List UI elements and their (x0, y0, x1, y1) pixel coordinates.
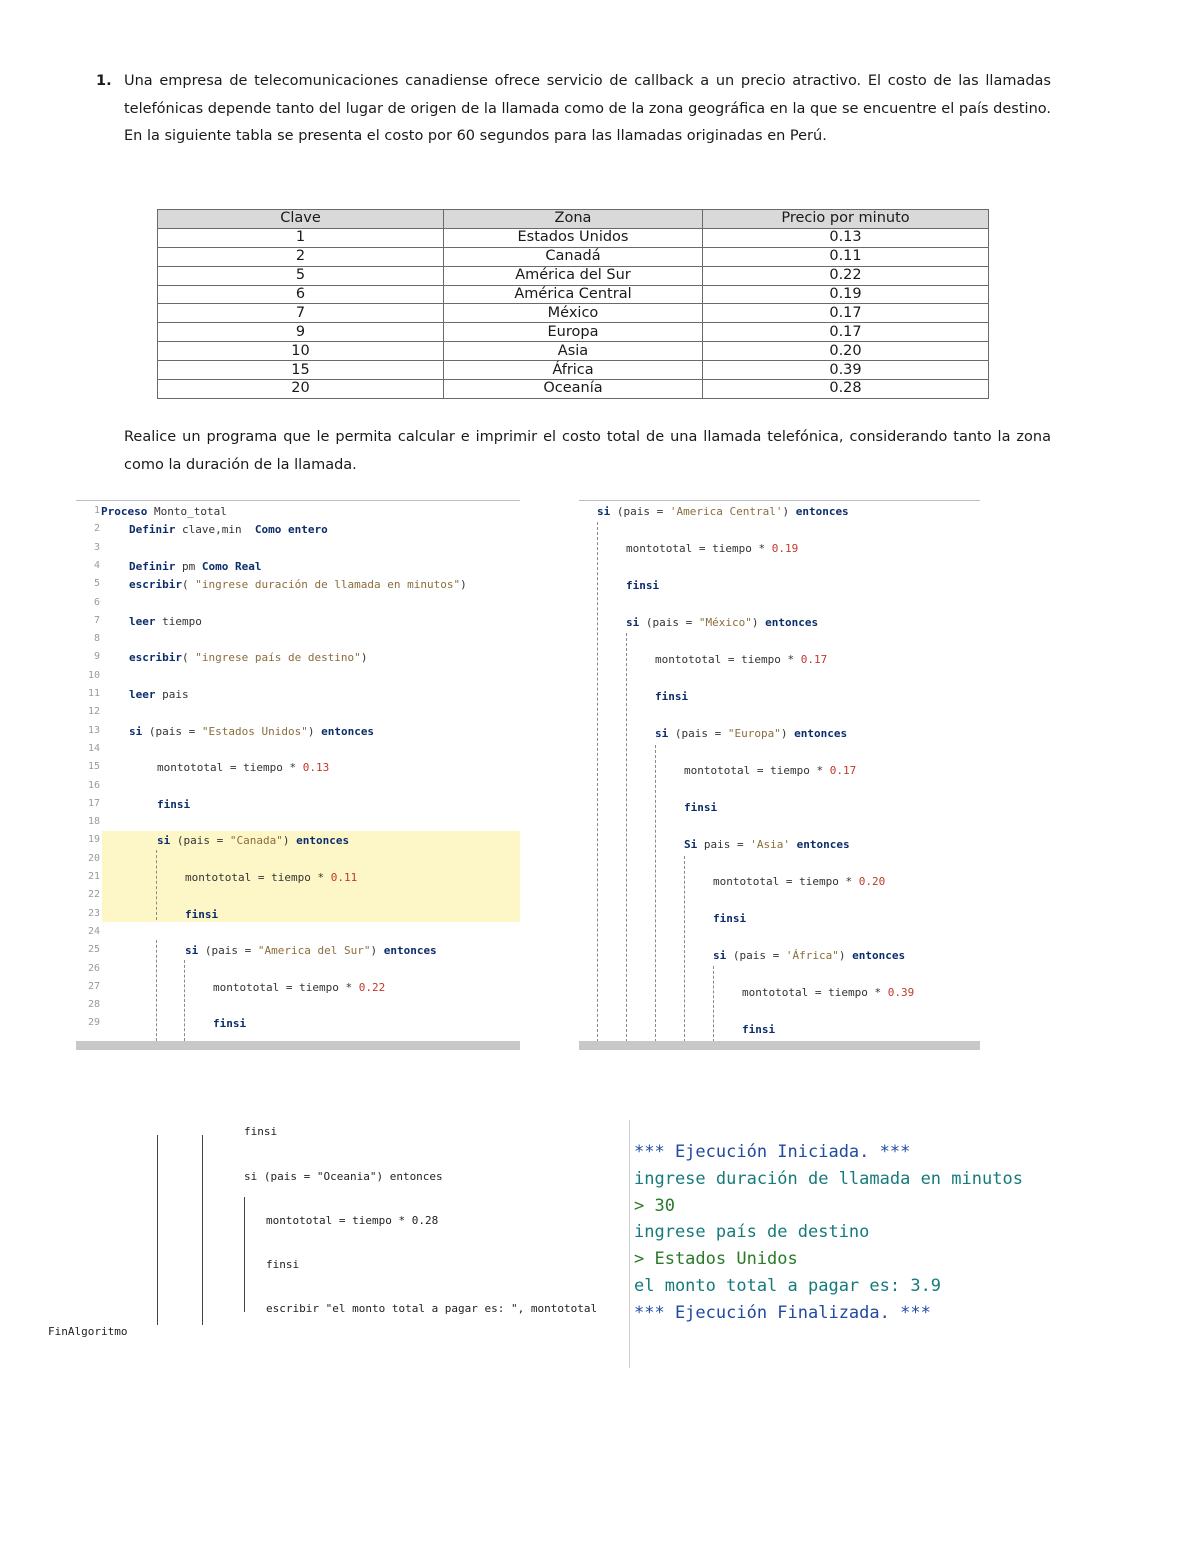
cell-clave: 20 (158, 380, 444, 399)
code-line: montototal = tiempo * 0.11 (185, 871, 358, 884)
code-line: escribir( "ingrese duración de llamada en minutos") (129, 578, 467, 592)
console-line: *** Ejecución Finalizada. *** (634, 1302, 931, 1323)
table-row (158, 380, 989, 399)
cell-zona: México (444, 304, 703, 323)
cell-zona: Estados Unidos (444, 228, 703, 247)
line-number: 24 (87, 925, 100, 937)
code-line: si (pais = "Oceania") entonces (244, 1170, 443, 1183)
line-number: 16 (87, 779, 100, 791)
line-number: 4 (93, 559, 100, 571)
cell-precio: 0.13 (703, 228, 989, 247)
code-line: leer tiempo (129, 614, 202, 628)
console-line: ingrese duración de llamada en minutos (634, 1168, 1023, 1189)
code-line: montototal = tiempo * 0.13 (157, 761, 330, 775)
code-line: si (pais = "America del Sur") entonces (185, 944, 437, 958)
code-line: si (pais = "México") entonces (626, 616, 819, 629)
code-line: montototal = tiempo * 0.17 (655, 653, 828, 666)
cell-zona: Canadá (444, 247, 703, 266)
problem-text: Una empresa de telecomunicaciones canadiense ofrece servicio de callback a un precio atractivo. El costo de las llamadas telefónicas depende tanto del lugar de origen de la llamada como de la zona geográfica en la que se encuentre el país destino. En la siguiente tabla se presenta el costo por 60 segundos para las llamadas originadas en Perú. (124, 73, 1051, 144)
cell-clave: 2 (158, 247, 444, 266)
line-number: 26 (87, 962, 100, 974)
code-line: montototal = tiempo * 0.22 (213, 980, 386, 994)
code-snippet-bottom (0, 1115, 600, 1345)
header-zona: Zona (444, 210, 703, 229)
code-line: si (pais = 'America Central') entonces (597, 505, 849, 518)
code-line: Proceso Monto_total (101, 505, 227, 518)
code-line: leer pais (129, 688, 189, 701)
cell-zona: América Central (444, 285, 703, 304)
line-number: 21 (87, 871, 100, 882)
table-row (158, 266, 989, 285)
console-line: el monto total a pagar es: 3.9 (634, 1276, 942, 1296)
line-number: 19 (87, 834, 100, 846)
code-line: Si pais = 'Asia' entonces (684, 838, 850, 851)
line-number: 2 (93, 523, 100, 535)
code-line: escribir "el monto total a pagar es: ", montototal (266, 1302, 598, 1315)
line-number: 29 (87, 1017, 100, 1029)
code-line: finsi (655, 690, 689, 703)
line-number: 22 (87, 889, 100, 901)
code-line: finsi (684, 801, 718, 814)
code-line: montototal = tiempo * 0.28 (266, 1214, 439, 1227)
code-editor-right (579, 500, 980, 1050)
line-number: 18 (87, 816, 100, 828)
header-clave: Clave (158, 210, 444, 229)
line-number: 1 (93, 505, 100, 516)
line-number: 9 (93, 651, 100, 663)
price-table (157, 209, 989, 399)
line-number: 15 (87, 761, 100, 773)
code-line: finsi (157, 797, 191, 811)
line-number: 5 (93, 578, 100, 590)
line-number: 25 (87, 944, 100, 956)
code-line: Definir clave,min Como entero (129, 523, 328, 537)
cell-clave: 15 (158, 361, 444, 380)
cell-clave: 1 (158, 228, 444, 247)
table-header-row (158, 210, 989, 229)
code-line: finsi (626, 579, 660, 592)
code-line: si (pais = "Canada") entonces (157, 834, 350, 848)
line-number: 27 (87, 980, 100, 992)
problem-number: 1. (96, 73, 112, 89)
console-line: > Estados Unidos (634, 1249, 798, 1270)
scrollbar[interactable] (76, 1041, 520, 1050)
table-row (158, 228, 989, 247)
line-number: 3 (93, 541, 100, 553)
table-row (158, 247, 989, 266)
line-number: 8 (93, 633, 100, 645)
code-line: finsi (213, 1017, 247, 1031)
cell-zona: Asia (444, 342, 703, 361)
header-precio: Precio por minuto (703, 210, 989, 229)
code-line: Definir pm Como Real (129, 559, 262, 573)
code-line: montototal = tiempo * 0.17 (684, 764, 857, 777)
cell-precio: 0.39 (703, 361, 989, 380)
cell-zona: América del Sur (444, 266, 703, 285)
code-line: finsi (266, 1258, 300, 1271)
table-row (158, 323, 989, 342)
code-line: montototal = tiempo * 0.19 (626, 542, 799, 555)
console-line: *** Ejecución Iniciada. *** (634, 1142, 911, 1162)
code-editor-left (76, 500, 520, 1050)
code-line: si (pais = "Estados Unidos") entonces (129, 724, 375, 738)
line-number: 23 (87, 907, 100, 919)
console-line: ingrese país de destino (634, 1222, 870, 1243)
table-row (158, 342, 989, 361)
cell-zona: Europa (444, 323, 703, 342)
table-row (158, 361, 989, 380)
code-line: montototal = tiempo * 0.20 (713, 875, 886, 888)
code-line: finsi (742, 1023, 776, 1036)
line-number: 12 (87, 706, 100, 718)
code-line: finsi (713, 912, 747, 925)
table-row (158, 285, 989, 304)
cell-precio: 0.11 (703, 247, 989, 266)
line-number: 10 (87, 669, 100, 681)
code-line: finsi (185, 907, 219, 921)
line-number: 28 (87, 999, 100, 1011)
cell-precio: 0.17 (703, 304, 989, 323)
cell-precio: 0.20 (703, 342, 989, 361)
cell-precio: 0.28 (703, 380, 989, 399)
cell-precio: 0.22 (703, 266, 989, 285)
line-number: 14 (87, 742, 100, 754)
cell-clave: 5 (158, 266, 444, 285)
line-number: 11 (87, 688, 100, 699)
code-line: montototal = tiempo * 0.39 (742, 986, 915, 999)
code-line: si (pais = "Europa") entonces (655, 727, 848, 740)
line-number: 20 (87, 852, 100, 864)
cell-zona: África (444, 361, 703, 380)
cell-precio: 0.17 (703, 323, 989, 342)
problem-instruction: Realice un programa que le permita calcular e imprimir el costo total de una llamada telefónica, considerando tanto la zona como la duración de la llamada. (124, 429, 1051, 473)
cell-clave: 9 (158, 323, 444, 342)
code-line: si (pais = 'África") entonces (713, 949, 906, 962)
cell-precio: 0.19 (703, 285, 989, 304)
cell-clave: 6 (158, 285, 444, 304)
cell-clave: 7 (158, 304, 444, 323)
code-line: escribir( "ingrese país de destino") (129, 651, 368, 665)
cell-clave: 10 (158, 342, 444, 361)
line-number: 17 (87, 797, 100, 809)
console-output (629, 1120, 1050, 1368)
code-line: finsi (244, 1125, 278, 1138)
scrollbar[interactable] (579, 1041, 980, 1050)
line-number: 7 (93, 614, 100, 626)
line-number: 6 (93, 596, 100, 608)
line-number: 13 (87, 724, 100, 736)
fin-algoritmo: FinAlgoritmo (48, 1325, 128, 1338)
table-row (158, 304, 989, 323)
console-line: > 30 (634, 1195, 675, 1216)
cell-zona: Oceanía (444, 380, 703, 399)
